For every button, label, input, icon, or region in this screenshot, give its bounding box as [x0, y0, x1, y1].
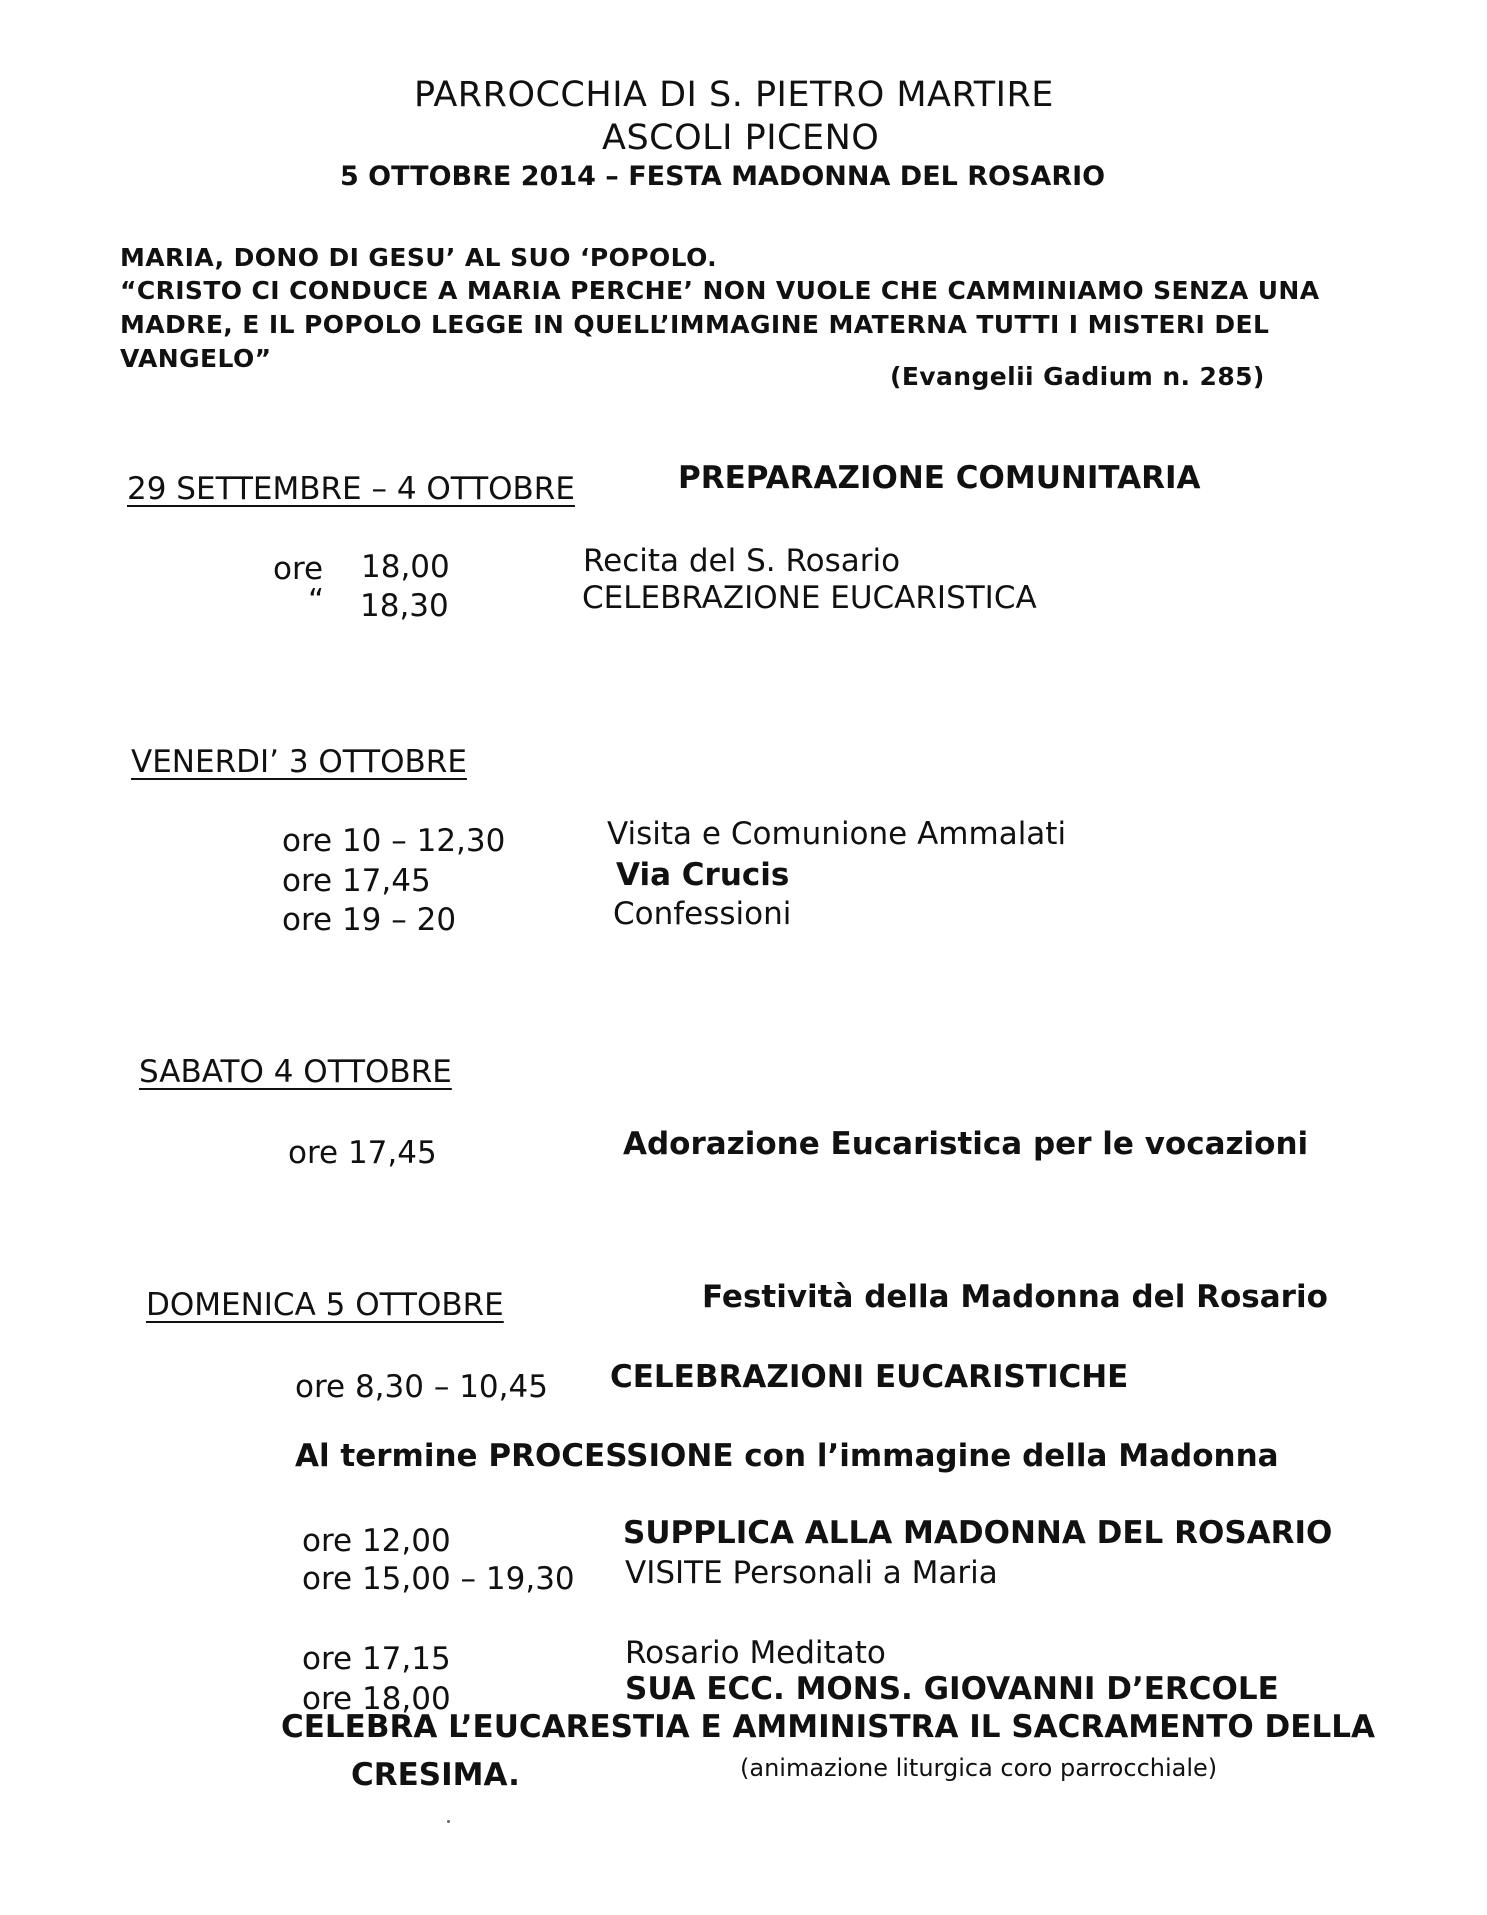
- section-date-4: DOMENICA 5 OTTOBRE: [146, 1287, 504, 1323]
- section-date-3: SABATO 4 OTTOBRE: [139, 1054, 452, 1090]
- quote-source: (Evangelii Gadium n. 285): [890, 362, 1265, 391]
- closing-line-1: CELEBRA L’EUCARESTIA E AMMINISTRA IL SACRAMENTO DELLA: [281, 1709, 1375, 1745]
- time-prefix: ore: [273, 551, 324, 587]
- section-heading-4: Festività della Madonna del Rosario: [702, 1279, 1328, 1315]
- event-title: 5 OTTOBRE 2014 – FESTA MADONNA DEL ROSARIO: [340, 161, 1106, 192]
- section-date-1: 29 SETTEMBRE – 4 OTTOBRE: [127, 471, 575, 507]
- quote-line-1: MARIA, DONO DI GESU’ AL SUO ‘POPOLO.: [120, 243, 718, 272]
- section-date-2: VENERDI’ 3 OTTOBRE: [131, 744, 467, 780]
- quote-line-4: VANGELO”: [120, 344, 272, 373]
- choir-note: (animazione liturgica coro parrocchiale): [740, 1754, 1218, 1782]
- quote-line-3: MADRE, E IL POPOLO LEGGE IN QUELL’IMMAGINE MATERNA TUTTI I MISTERI DEL: [120, 310, 1270, 339]
- time-value: ore 8,30 – 10,45: [295, 1369, 548, 1405]
- closing-line-2: CRESIMA.: [351, 1757, 520, 1793]
- time-prefix: “: [308, 583, 325, 619]
- time-value: ore 17,15: [302, 1641, 451, 1677]
- scan-speck: [447, 1820, 450, 1823]
- activity: Rosario Meditato: [625, 1635, 886, 1671]
- activity: CELEBRAZIONE EUCARISTICA: [582, 580, 1037, 616]
- activity: Visita e Comunione Ammalati: [607, 816, 1067, 852]
- activity: VISITE Personali a Maria: [625, 1555, 998, 1591]
- time-value: ore 17,45: [282, 863, 431, 899]
- activity: SUPPLICA ALLA MADONNA DEL ROSARIO: [623, 1515, 1333, 1551]
- time-value: 18,00: [361, 549, 450, 585]
- time-value: ore 17,45: [288, 1135, 437, 1171]
- activity: Adorazione Eucaristica per le vocazioni: [623, 1126, 1309, 1162]
- time-value: 18,30: [360, 588, 449, 624]
- activity: Confessioni: [613, 896, 792, 932]
- time-value: ore 10 – 12,30: [282, 823, 506, 859]
- activity: Via Crucis: [616, 857, 790, 893]
- activity: CELEBRAZIONI EUCARISTICHE: [610, 1359, 1129, 1395]
- parish-title: PARROCCHIA DI S. PIETRO MARTIRE: [414, 75, 1054, 115]
- activity: Recita del S. Rosario: [583, 543, 901, 579]
- activity: SUA ECC. MONS. GIOVANNI D’ERCOLE: [625, 1671, 1279, 1707]
- time-value: ore 15,00 – 19,30: [302, 1561, 575, 1597]
- city-title: ASCOLI PICENO: [602, 118, 880, 158]
- time-value: ore 19 – 20: [282, 902, 457, 938]
- time-value: ore 18,00: [302, 1681, 451, 1717]
- quote-line-2: “CRISTO CI CONDUCE A MARIA PERCHE’ NON VUOLE CHE CAMMINIAMO SENZA UNA: [120, 276, 1320, 305]
- procession-line: Al termine PROCESSIONE con l’immagine della Madonna: [295, 1438, 1279, 1474]
- section-heading-1: PREPARAZIONE COMUNITARIA: [678, 460, 1201, 496]
- time-value: ore 12,00: [302, 1523, 451, 1559]
